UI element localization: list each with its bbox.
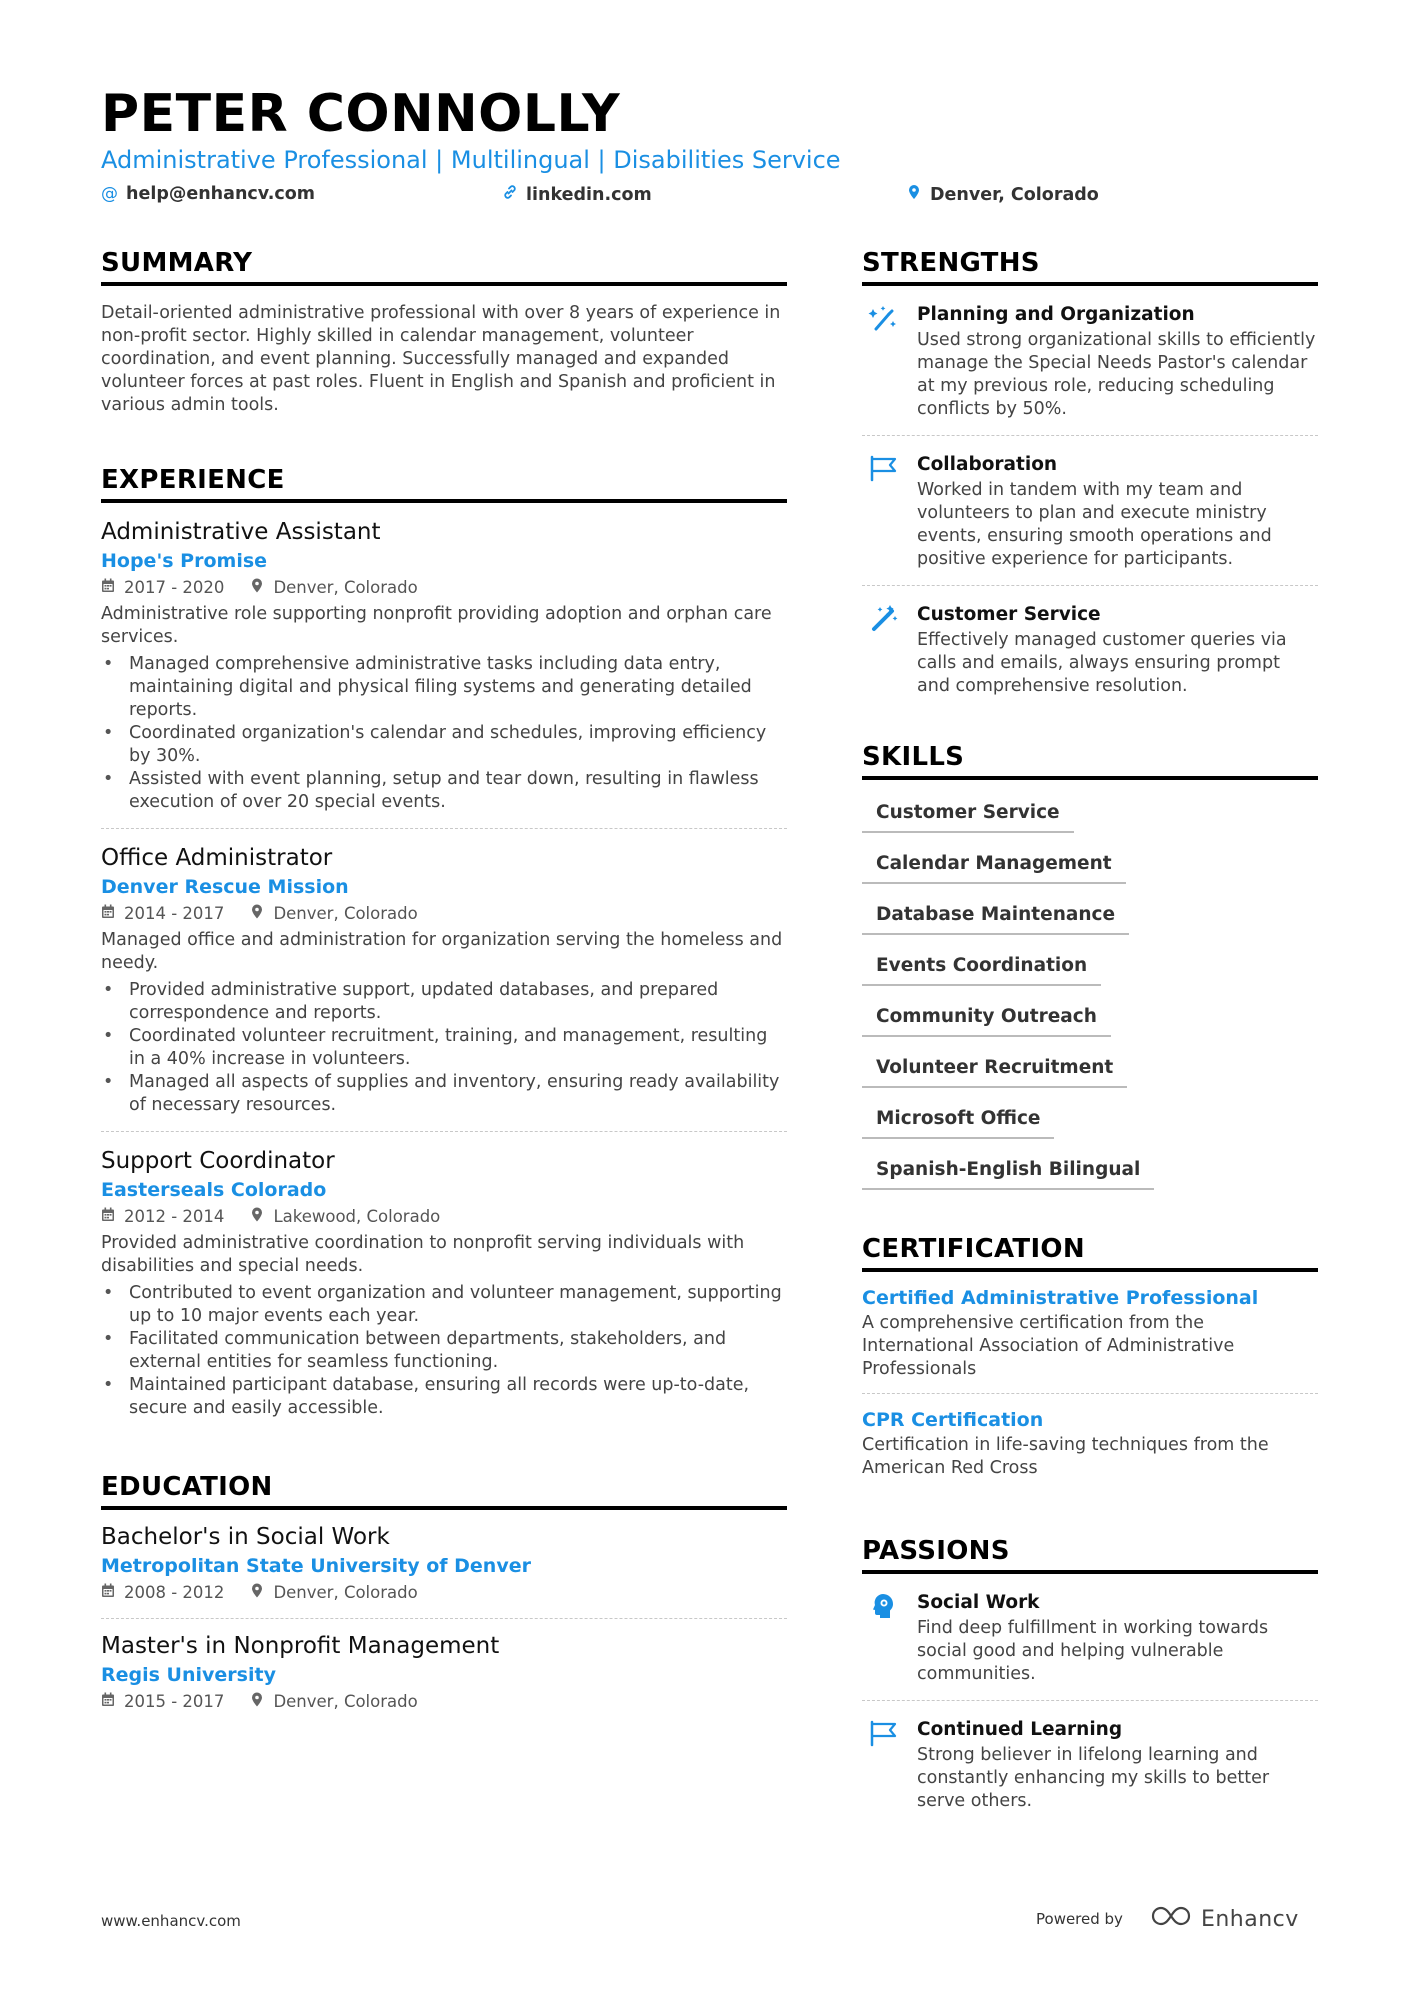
map-pin-icon xyxy=(250,1580,264,1606)
passion-title: Social Work xyxy=(917,1592,1040,1613)
skill-tag: Customer Service xyxy=(862,792,1074,833)
job-meta xyxy=(101,575,787,601)
strength-item xyxy=(862,436,1318,586)
skills-list xyxy=(862,780,1318,1200)
certification-entry xyxy=(862,1272,1318,1394)
strength-item xyxy=(862,586,1318,712)
job-description: Managed office and administration for organization serving the homeless and needy. xyxy=(101,930,783,973)
education-heading: EDUCATION xyxy=(101,1472,787,1510)
map-pin-icon xyxy=(250,575,264,601)
flag-icon xyxy=(868,468,898,487)
certification-description: A comprehensive certification from the International Association of Administrative Professionals xyxy=(862,1313,1235,1379)
school-name: Metropolitan State University of Denver xyxy=(101,1555,531,1577)
experience-section xyxy=(101,465,787,1434)
candidate-name: PETER CONNOLLY xyxy=(101,84,621,144)
strength-title: Customer Service xyxy=(917,604,1101,625)
infinity-logo-icon xyxy=(1149,1905,1193,1933)
strength-title: Planning and Organization xyxy=(917,304,1195,325)
passion-item xyxy=(862,1701,1318,1827)
education-meta xyxy=(101,1580,787,1606)
map-pin-icon xyxy=(250,1689,264,1715)
job-dates: 2014 - 2017 xyxy=(124,904,225,923)
enhancv-logo[interactable] xyxy=(1149,1905,1299,1933)
job-meta xyxy=(101,1204,787,1230)
email-text: help@enhancv.com xyxy=(126,184,316,204)
company-name: Hope's Promise xyxy=(101,550,268,572)
left-column xyxy=(101,248,787,1727)
job-dates: 2017 - 2020 xyxy=(124,578,225,597)
flag-icon xyxy=(868,1733,898,1752)
job-description: Administrative role supporting nonprofit providing adoption and orphan care services. xyxy=(101,604,772,647)
head-icon xyxy=(868,1606,898,1625)
contact-email[interactable] xyxy=(101,184,315,204)
education-entry xyxy=(101,1619,787,1727)
strength-title: Collaboration xyxy=(917,454,1058,475)
job-entry xyxy=(101,503,787,829)
bullet-item: • Assisted with event planning, setup and tear down, resulting in flawless execution of over 20 special events. xyxy=(101,768,787,814)
skill-tag: Spanish-English Bilingual xyxy=(862,1149,1154,1190)
map-pin-icon xyxy=(250,1204,264,1230)
magic-wand-icon xyxy=(868,318,898,337)
job-bullets xyxy=(101,979,787,1117)
strength-description: Effectively managed customer queries via calls and emails, always ensuring prompt and comprehensive resolution. xyxy=(917,630,1287,696)
magic-wand-icon xyxy=(868,618,898,637)
summary-text: Detail-oriented administrative professional with over 8 years of experience in non-profit sector. Highly skilled in calendar management, volunteer coordination, and event planning. Successfully managed and expanded volunteer forces at past roles. Fluent in English and Spanish and proficient in various admin tools. xyxy=(101,303,781,415)
bullet-item: • Managed comprehensive administrative tasks including data entry, maintaining digital and physical filing systems and generating detailed reports. xyxy=(101,653,787,722)
candidate-headline: Administrative Professional | Multilingual | Disabilities Service xyxy=(101,146,841,174)
right-column xyxy=(862,248,1318,1827)
bullet-item: • Maintained participant database, ensuring all records were up-to-date, secure and easily accessible. xyxy=(101,1374,787,1420)
skills-heading: SKILLS xyxy=(862,742,1318,780)
education-location: Denver, Colorado xyxy=(273,1692,418,1711)
strength-description: Used strong organizational skills to efficiently manage the Special Needs Pastor's calendar at my previous role, reducing scheduling conflicts by 50%. xyxy=(917,330,1316,419)
map-pin-icon xyxy=(250,901,264,927)
certification-section xyxy=(862,1234,1318,1492)
experience-heading: EXPERIENCE xyxy=(101,465,787,503)
bullet-item: • Coordinated volunteer recruitment, training, and management, resulting in a 40% increase in volunteers. xyxy=(101,1025,787,1071)
strengths-heading: STRENGTHS xyxy=(862,248,1318,286)
passions-section xyxy=(862,1536,1318,1827)
education-section xyxy=(101,1472,787,1727)
education-dates: 2008 - 2012 xyxy=(124,1583,225,1602)
skill-tag: Microsoft Office xyxy=(862,1098,1054,1139)
education-location: Denver, Colorado xyxy=(273,1583,418,1602)
calendar-icon xyxy=(101,1689,115,1715)
job-title: Office Administrator xyxy=(101,845,333,871)
job-location: Denver, Colorado xyxy=(273,904,418,923)
certification-heading: CERTIFICATION xyxy=(862,1234,1318,1272)
skill-tag: Database Maintenance xyxy=(862,894,1129,935)
footer-branding xyxy=(1036,1905,1299,1933)
education-meta xyxy=(101,1689,787,1715)
map-pin-icon xyxy=(906,184,922,205)
strengths-section xyxy=(862,248,1318,712)
certification-description: Certification in life-saving techniques from the American Red Cross xyxy=(862,1435,1269,1478)
job-entry xyxy=(101,1132,787,1434)
company-name: Easterseals Colorado xyxy=(101,1179,327,1201)
calendar-icon xyxy=(101,1580,115,1606)
skill-tag: Community Outreach xyxy=(862,996,1111,1037)
certification-title: Certified Administrative Professional xyxy=(862,1287,1259,1309)
skill-tag: Calendar Management xyxy=(862,843,1126,884)
calendar-icon xyxy=(101,1204,115,1230)
job-dates: 2012 - 2014 xyxy=(124,1207,225,1226)
bullet-item: • Provided administrative support, updated databases, and prepared correspondence and reports. xyxy=(101,979,787,1025)
school-name: Regis University xyxy=(101,1664,276,1686)
brand-name: Enhancv xyxy=(1200,1906,1299,1932)
strength-description: Worked in tandem with my team and volunteers to plan and execute ministry events, ensuring smooth operations and positive experience for participants. xyxy=(917,480,1272,569)
passion-item xyxy=(862,1574,1318,1701)
location-text: Denver, Colorado xyxy=(930,184,1099,205)
at-icon: @ xyxy=(101,184,118,204)
skill-tag: Events Coordination xyxy=(862,945,1101,986)
summary-heading: SUMMARY xyxy=(101,248,787,286)
degree-title: Master's in Nonprofit Management xyxy=(101,1633,500,1659)
job-location: Denver, Colorado xyxy=(273,578,418,597)
job-title: Support Coordinator xyxy=(101,1148,335,1174)
footer-website[interactable]: www.enhancv.com xyxy=(101,1912,241,1930)
link-icon xyxy=(502,184,518,205)
summary-section xyxy=(101,248,787,417)
job-bullets xyxy=(101,653,787,814)
passions-heading: PASSIONS xyxy=(862,1536,1318,1574)
company-name: Denver Rescue Mission xyxy=(101,876,349,898)
job-location: Lakewood, Colorado xyxy=(273,1207,441,1226)
job-bullets xyxy=(101,1282,787,1420)
calendar-icon xyxy=(101,575,115,601)
job-entry xyxy=(101,829,787,1132)
bullet-item: • Facilitated communication between departments, stakeholders, and external entities for seamless functioning. xyxy=(101,1328,787,1374)
education-dates: 2015 - 2017 xyxy=(124,1692,225,1711)
linkedin-text: linkedin.com xyxy=(526,184,652,205)
skills-section xyxy=(862,742,1318,1200)
powered-by-label: Powered by xyxy=(1036,1910,1123,1928)
contact-linkedin[interactable] xyxy=(502,184,652,205)
calendar-icon xyxy=(101,901,115,927)
degree-title: Bachelor's in Social Work xyxy=(101,1524,390,1550)
skill-tag: Volunteer Recruitment xyxy=(862,1047,1127,1088)
passion-title: Continued Learning xyxy=(917,1719,1123,1740)
certification-entry xyxy=(862,1394,1318,1492)
bullet-item: • Managed all aspects of supplies and inventory, ensuring ready availability of necessary resources. xyxy=(101,1071,787,1117)
contact-bar xyxy=(101,184,1321,208)
passion-description: Strong believer in lifelong learning and constantly enhancing my skills to better serve others. xyxy=(917,1745,1270,1811)
bullet-item: • Contributed to event organization and volunteer management, supporting up to 10 major events each year. xyxy=(101,1282,787,1328)
passion-description: Find deep fulfillment in working towards social good and helping vulnerable communities. xyxy=(917,1618,1269,1684)
job-description: Provided administrative coordination to nonprofit serving individuals with disabilities and special needs. xyxy=(101,1233,745,1276)
bullet-item: • Coordinated organization's calendar and schedules, improving efficiency by 30%. xyxy=(101,722,787,768)
job-meta xyxy=(101,901,787,927)
certification-title: CPR Certification xyxy=(862,1409,1044,1431)
job-title: Administrative Assistant xyxy=(101,519,381,545)
strength-item xyxy=(862,286,1318,436)
education-entry xyxy=(101,1510,787,1619)
contact-location xyxy=(906,184,1099,205)
